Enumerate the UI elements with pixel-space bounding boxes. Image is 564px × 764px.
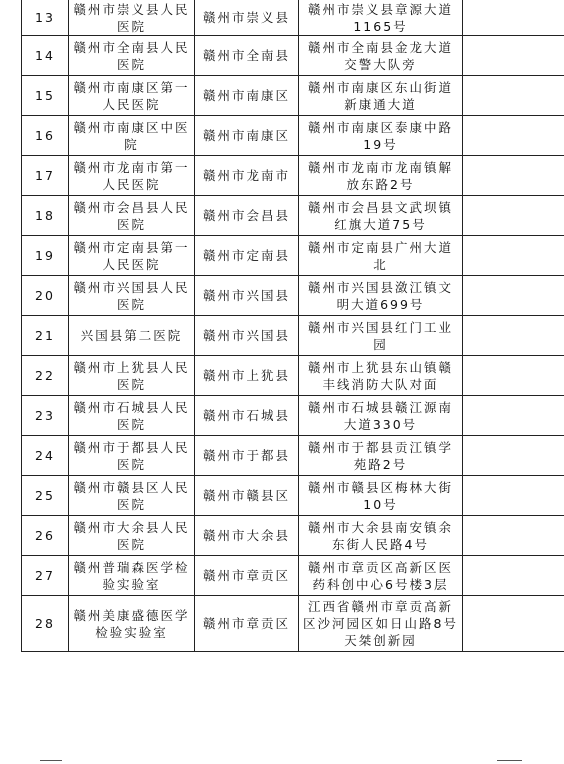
hospital-address: 江西省赣州市章贡高新区沙河园区如日山路8号天桀创新园 xyxy=(299,596,463,652)
hospital-name: 赣州市定南县第一人民医院 xyxy=(69,236,195,276)
table-row xyxy=(22,116,564,156)
table-row xyxy=(22,316,564,356)
hospital-name: 赣州市崇义县人民医院 xyxy=(69,0,195,36)
row-number: 25 xyxy=(22,476,69,516)
hospital-region: 赣州市龙南市 xyxy=(195,156,299,196)
table-row xyxy=(22,196,564,236)
extra-cell xyxy=(463,356,564,396)
hospital-name: 赣州市南康区第一人民医院 xyxy=(69,76,195,116)
hospital-address: 赣州市定南县广州大道北 xyxy=(299,236,463,276)
hospital-address: 赣州市南康区泰康中路19号 xyxy=(299,116,463,156)
extra-cell xyxy=(463,276,564,316)
hospital-address: 赣州市赣县区梅林大街10号 xyxy=(299,476,463,516)
row-number: 14 xyxy=(22,36,69,76)
hospital-name: 赣州市兴国县人民医院 xyxy=(69,276,195,316)
extra-cell xyxy=(463,236,564,276)
extra-cell xyxy=(463,36,564,76)
hospital-name: 赣州市石城县人民医院 xyxy=(69,396,195,436)
row-number: 20 xyxy=(22,276,69,316)
table-row xyxy=(22,356,564,396)
extra-cell xyxy=(463,396,564,436)
page-edge-mark xyxy=(497,760,522,761)
hospital-address: 赣州市大余县南安镇余东街人民路4号 xyxy=(299,516,463,556)
extra-cell xyxy=(463,436,564,476)
row-number: 27 xyxy=(22,556,69,596)
extra-cell xyxy=(463,516,564,556)
hospital-address: 赣州市会昌县文武坝镇红旗大道75号 xyxy=(299,196,463,236)
hospital-address: 赣州市于都县贡江镇学苑路2号 xyxy=(299,436,463,476)
table-row xyxy=(22,156,564,196)
row-number: 21 xyxy=(22,316,69,356)
extra-cell xyxy=(463,116,564,156)
hospital-address: 赣州市章贡区高新区医药科创中心6号楼3层 xyxy=(299,556,463,596)
hospital-region: 赣州市兴国县 xyxy=(195,276,299,316)
row-number: 23 xyxy=(22,396,69,436)
extra-cell xyxy=(463,556,564,596)
row-number: 22 xyxy=(22,356,69,396)
row-number: 18 xyxy=(22,196,69,236)
hospital-region: 赣州市南康区 xyxy=(195,76,299,116)
hospital-name: 兴国县第二医院 xyxy=(69,316,195,356)
hospital-address: 赣州市崇义县章源大道1165号 xyxy=(299,0,463,36)
hospital-region: 赣州市章贡区 xyxy=(195,556,299,596)
hospital-region: 赣州市上犹县 xyxy=(195,356,299,396)
row-number: 13 xyxy=(22,0,69,36)
hospital-name: 赣州普瑞森医学检验实验室 xyxy=(69,556,195,596)
hospital-address: 赣州市南康区东山街道新康通大道 xyxy=(299,76,463,116)
hospital-region: 赣州市全南县 xyxy=(195,36,299,76)
table-row xyxy=(22,516,564,556)
row-number: 16 xyxy=(22,116,69,156)
hospital-name: 赣州市南康区中医院 xyxy=(69,116,195,156)
hospital-name: 赣州市赣县区人民医院 xyxy=(69,476,195,516)
row-number: 15 xyxy=(22,76,69,116)
extra-cell xyxy=(463,476,564,516)
row-number: 19 xyxy=(22,236,69,276)
hospital-address: 赣州市兴国县红门工业园 xyxy=(299,316,463,356)
hospital-name: 赣州市会昌县人民医院 xyxy=(69,196,195,236)
extra-cell xyxy=(463,596,564,652)
hospital-address: 赣州市兴国县潋江镇文明大道699号 xyxy=(299,276,463,316)
extra-cell xyxy=(463,156,564,196)
row-number: 26 xyxy=(22,516,69,556)
hospital-name: 赣州市于都县人民医院 xyxy=(69,436,195,476)
table-row xyxy=(22,556,564,596)
table-row xyxy=(22,276,564,316)
table-row xyxy=(22,36,564,76)
hospital-region: 赣州市定南县 xyxy=(195,236,299,276)
hospital-name: 赣州市上犹县人民医院 xyxy=(69,356,195,396)
hospital-name: 赣州市全南县人民医院 xyxy=(69,36,195,76)
hospital-name: 赣州美康盛德医学检验实验室 xyxy=(69,596,195,652)
hospital-region: 赣州市石城县 xyxy=(195,396,299,436)
table-row xyxy=(22,76,564,116)
row-number: 24 xyxy=(22,436,69,476)
hospital-address: 赣州市全南县金龙大道交警大队旁 xyxy=(299,36,463,76)
hospital-region: 赣州市兴国县 xyxy=(195,316,299,356)
hospital-name: 赣州市大余县人民医院 xyxy=(69,516,195,556)
table-row xyxy=(22,476,564,516)
table-row xyxy=(22,596,564,652)
hospital-region: 赣州市南康区 xyxy=(195,116,299,156)
extra-cell xyxy=(463,196,564,236)
table-row xyxy=(22,0,564,36)
hospital-region: 赣州市大余县 xyxy=(195,516,299,556)
extra-cell xyxy=(463,316,564,356)
table-row xyxy=(22,396,564,436)
hospital-region: 赣州市赣县区 xyxy=(195,476,299,516)
extra-cell xyxy=(463,0,564,36)
hospital-address: 赣州市石城县赣江源南大道330号 xyxy=(299,396,463,436)
hospital-region: 赣州市崇义县 xyxy=(195,0,299,36)
hospital-name: 赣州市龙南市第一人民医院 xyxy=(69,156,195,196)
row-number: 17 xyxy=(22,156,69,196)
table-row xyxy=(22,436,564,476)
hospital-region: 赣州市章贡区 xyxy=(195,596,299,652)
hospital-address: 赣州市上犹县东山镇赣丰线消防大队对面 xyxy=(299,356,463,396)
extra-cell xyxy=(463,76,564,116)
hospital-region: 赣州市会昌县 xyxy=(195,196,299,236)
hospital-region: 赣州市于都县 xyxy=(195,436,299,476)
hospital-table xyxy=(21,0,564,652)
row-number: 28 xyxy=(22,596,69,652)
page-edge-mark xyxy=(40,760,62,761)
hospital-address: 赣州市龙南市龙南镇解放东路2号 xyxy=(299,156,463,196)
table-row xyxy=(22,236,564,276)
